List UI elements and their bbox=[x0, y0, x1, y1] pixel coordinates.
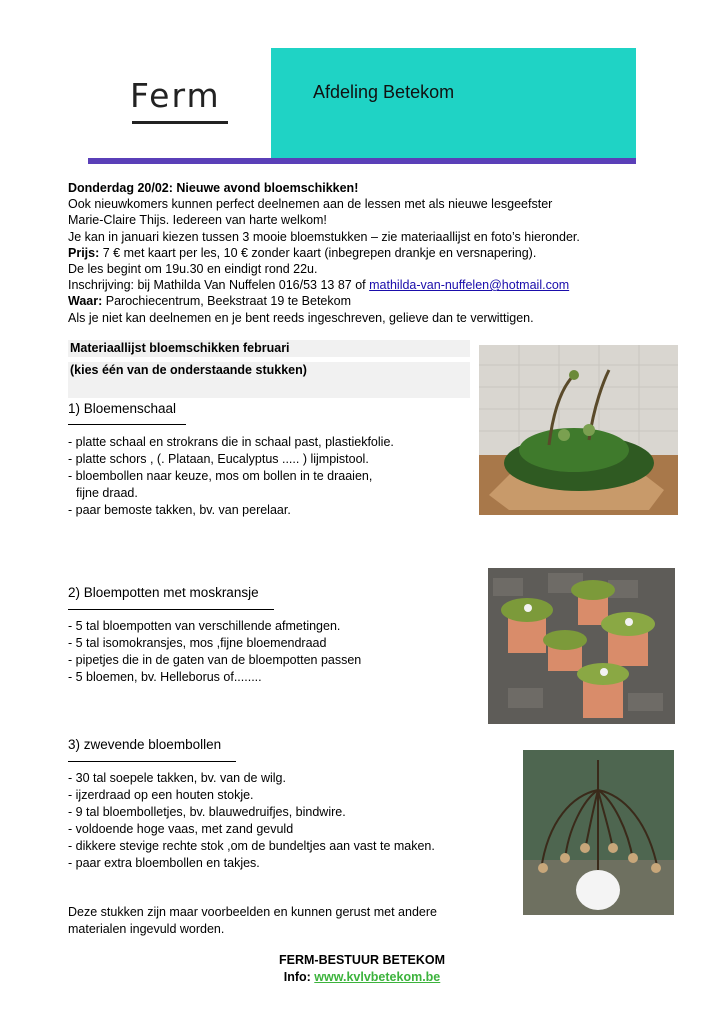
list-item: - 5 tal isomokransjes, mos ,fijne bloemendraad bbox=[68, 636, 327, 650]
section-2-list bbox=[68, 618, 361, 686]
list-item: - bloembollen naar keuze, mos om bollen in te draaien, bbox=[68, 469, 373, 483]
outro-line-1: Deze stukken zijn maar voorbeelden en kunnen gerust met andere bbox=[68, 905, 437, 919]
footer bbox=[0, 952, 724, 986]
list-item: - pipetjes die in de gaten van de bloempotten passen bbox=[68, 653, 362, 667]
bloempotten-photo bbox=[488, 568, 675, 724]
bloemenschaal-photo bbox=[479, 345, 678, 515]
price-label: Prijs: bbox=[68, 245, 100, 260]
list-item: - paar extra bloembollen en takjes. bbox=[68, 856, 260, 870]
list-item: - paar bemoste takken, bv. van perelaar. bbox=[68, 503, 291, 517]
list-item: - platte schors , (. Plataan, Eucalyptus ..... ) lijmpistool. bbox=[68, 452, 369, 466]
registration-text: Inschrijving: bij Mathilda Van Nuffelen 016/53 13 87 of bbox=[68, 278, 370, 293]
list-item: - 9 tal bloembolletjes, bv. blauwedruifjes, bindwire. bbox=[68, 805, 346, 819]
header-divider-bar bbox=[88, 158, 636, 164]
footer-org: FERM-BESTUUR BETEKOM bbox=[279, 953, 445, 967]
list-item: fijne draad. bbox=[76, 486, 138, 500]
list-item: - ijzerdraad op een houten stokje. bbox=[68, 788, 254, 802]
materials-heading: Materiaallijst bloemschikken februari bbox=[68, 340, 470, 357]
section-1-underline bbox=[68, 424, 186, 425]
intro-line-2: Marie-Claire Thijs. Iedereen van harte welkom! bbox=[68, 213, 327, 228]
price-text: 7 € met kaart per les, 10 € zonder kaart (inbegrepen drankje en versnapering). bbox=[99, 245, 537, 260]
price-line bbox=[68, 245, 648, 261]
section-1-title: 1) Bloemenschaal bbox=[68, 401, 177, 416]
where-label: Waar: bbox=[68, 294, 103, 309]
intro-heading: Donderdag 20/02: Nieuwe avond bloemschikken! bbox=[68, 181, 359, 195]
list-item: - platte schaal en strokrans die in schaal past, plastiekfolie. bbox=[68, 435, 394, 449]
list-item: - voldoende hoge vaas, met zand gevuld bbox=[68, 822, 294, 836]
header-banner bbox=[271, 48, 636, 158]
list-item: - 5 tal bloempotten van verschillende afmetingen. bbox=[68, 619, 341, 633]
outro-line-2: materialen ingevuld worden. bbox=[68, 921, 225, 936]
registration-line bbox=[68, 277, 648, 293]
intro-line-3: Je kan in januari kiezen tussen 3 mooie bloemstukken – zie materiaallijst en foto’s hieronder. bbox=[68, 229, 580, 244]
intro-block bbox=[68, 180, 648, 326]
section-1-list bbox=[68, 434, 394, 519]
footer-info bbox=[0, 969, 724, 986]
zwevende-bloembollen-photo bbox=[523, 750, 674, 915]
section-2-underline bbox=[68, 609, 274, 610]
footer-website-link[interactable]: www.kvlvbetekom.be bbox=[314, 970, 441, 984]
section-2-title: 2) Bloempotten met moskransje bbox=[68, 585, 259, 600]
list-item: - 5 bloemen, bv. Helleborus of........ bbox=[68, 670, 262, 684]
footer-info-label: Info: bbox=[283, 970, 315, 984]
logo-underline bbox=[132, 121, 228, 124]
section-3-underline bbox=[68, 761, 236, 762]
where-text: Parochiecentrum, Beekstraat 19 te Betekom bbox=[102, 294, 352, 309]
cancel-line: Als je niet kan deelnemen en je bent reeds ingeschreven, gelieve dan te verwittigen. bbox=[68, 310, 534, 325]
list-item: - dikkere stevige rechte stok ,om de bundeltjes aan vast te maken. bbox=[68, 839, 435, 853]
section-3-list bbox=[68, 770, 435, 872]
registration-email-link[interactable]: mathilda-van-nuffelen@hotmail.com bbox=[369, 278, 570, 293]
list-item: - 30 tal soepele takken, bv. van de wilg. bbox=[68, 771, 286, 785]
section-3-title: 3) zwevende bloembollen bbox=[68, 737, 222, 752]
where-line bbox=[68, 293, 648, 309]
time-line: De les begint om 19u.30 en eindigt rond 22u. bbox=[68, 262, 318, 277]
intro-line-1: Ook nieuwkomers kunnen perfect deelnemen aan de lessen met als nieuwe lesgeefster bbox=[68, 197, 553, 212]
header-title: Afdeling Betekom bbox=[313, 82, 455, 102]
ferm-logo: Ferm bbox=[130, 76, 221, 115]
materials-subheading: (kies één van de onderstaande stukken) bbox=[68, 362, 470, 398]
outro-block bbox=[68, 904, 437, 937]
